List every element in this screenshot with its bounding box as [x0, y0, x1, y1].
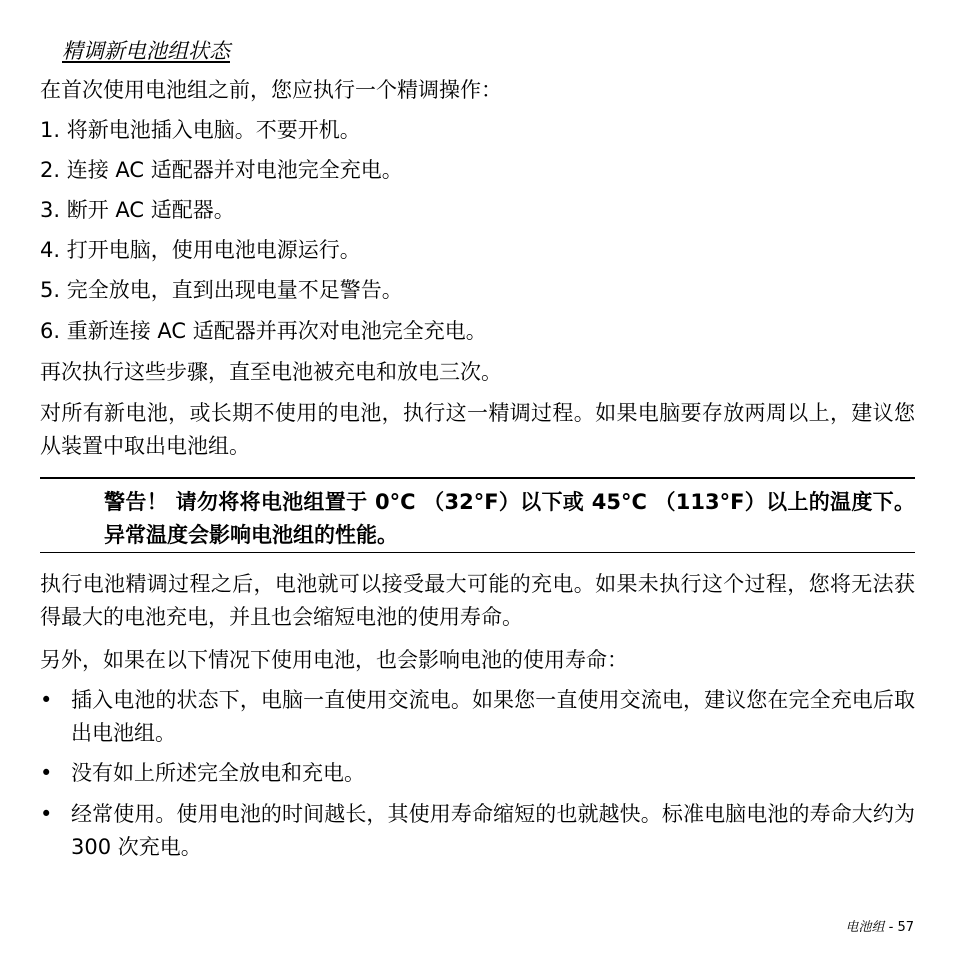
step-1: 1. 将新电池插入电脑。不要开机。	[40, 118, 361, 142]
page-number: 57	[897, 920, 914, 935]
list-item-text: 没有如上所述完全放电和充电。	[71, 761, 365, 785]
bullet-icon: •	[40, 802, 53, 826]
step-6: 6. 重新连接 AC 适配器并再次对电池完全充电。	[40, 319, 487, 343]
footer-section-name: 电池组 -	[845, 920, 894, 935]
list-item	[40, 757, 915, 790]
section-heading: 精调新电池组状态	[62, 39, 230, 63]
step-3: 3. 断开 AC 适配器。	[40, 198, 235, 222]
after-calibration-paragraph: 执行电池精调过程之后，电池就可以接受最大可能的充电。如果未执行这个过程，您将无法获得最大的电池充电，并且也会缩短电池的使用寿命。	[40, 572, 915, 629]
warning-top-rule	[40, 477, 915, 479]
intro-paragraph: 在首次使用电池组之前，您应执行一个精调操作：	[40, 78, 502, 102]
step-4: 4. 打开电脑，使用电池电源运行。	[40, 238, 361, 262]
list-item	[40, 798, 915, 864]
new-battery-note: 对所有新电池，或长期不使用的电池，执行这一精调过程。如果电脑要存放两周以上，建议您从装置中取出电池组。	[40, 401, 915, 458]
list-item-text: 经常使用。使用电池的时间越长，其使用寿命缩短的也就越快。标准电脑电池的寿命大约为 300 次充电。	[71, 802, 915, 859]
bullet-icon: •	[40, 761, 53, 785]
warning-text: 警告！ 请勿将将电池组置于 0°C （32°F）以下或 45°C （113°F）以上的温度下。异常温度会影响电池组的性能。	[104, 490, 915, 547]
page-footer	[845, 918, 914, 938]
bullet-icon: •	[40, 688, 53, 712]
list-item-text: 插入电池的状态下，电脑一直使用交流电。如果您一直使用交流电，建议您在完全充电后取出电池组。	[71, 688, 915, 745]
step-2: 2. 连接 AC 适配器并对电池完全充电。	[40, 158, 403, 182]
list-item	[40, 684, 915, 750]
lifespan-intro: 另外，如果在以下情况下使用电池，也会影响电池的使用寿命：	[40, 648, 628, 672]
step-5: 5. 完全放电，直到出现电量不足警告。	[40, 278, 403, 302]
repeat-note: 再次执行这些步骤，直至电池被充电和放电三次。	[40, 360, 502, 384]
warning-bottom-rule	[40, 552, 915, 553]
